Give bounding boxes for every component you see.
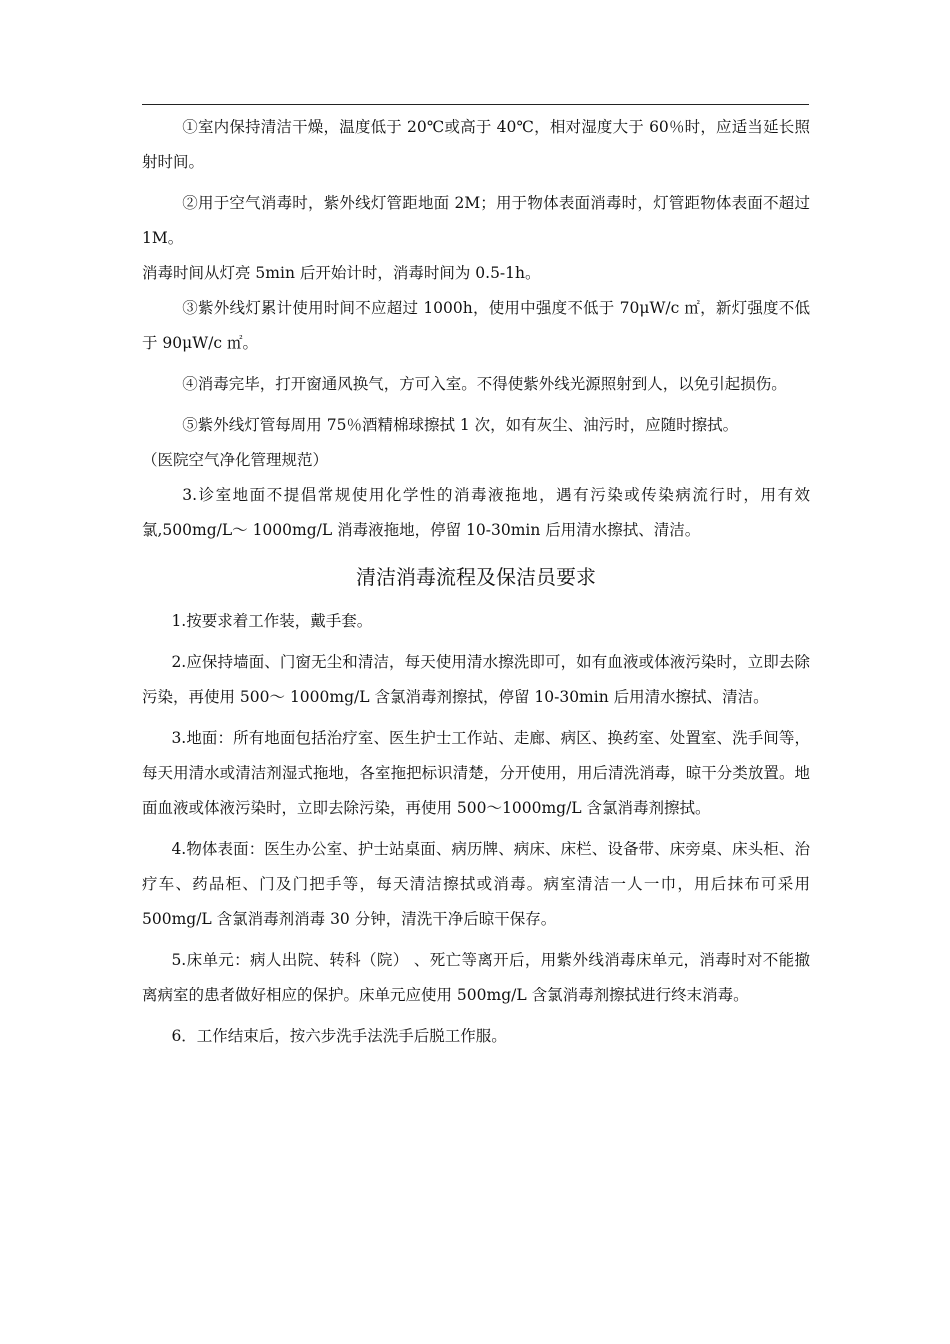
paragraph-lamp-life: ③紫外线灯累计使用时间不应超过 1000h，使用中强度不低于 70μW/c ㎡，新灯强度不低于 90μW/c ㎡。 — [142, 299, 810, 352]
paragraph-floor-disinfection: 3.诊室地面不提倡常规使用化学性的消毒液拖地，遇有污染或传染病流行时，用有效氯,500mg/L～ 1000mg/L 消毒液拖地，停留 10-30min 后用清水擦拭、清洁。 — [142, 486, 810, 539]
list-item: 5.床单元：病人出院、转科（院） 、死亡等离开后，用紫外线消毒床单元，消毒时对不能撤离病室的患者做好相应的保护。床单元应使用 500mg/L 含氯消毒剂擦拭进行终末消毒。 — [142, 951, 810, 1004]
paragraph-ventilation: ④消毒完毕，打开窗通风换气，方可入室。不得使紫外线光源照射到人，以免引起损伤。 — [182, 375, 787, 393]
list-item: 1.按要求着工作装，戴手套。 — [171, 612, 373, 630]
paragraph-distance: ②用于空气消毒时，紫外线灯管距地面 2M；用于物体表面消毒时，灯管距物体表面不超过 1M。 — [142, 194, 810, 247]
paragraph-temperature: ①室内保持清洁干燥，温度低于 20℃或高于 40℃，相对湿度大于 60％时，应适当延长照射时间。 — [142, 118, 810, 171]
list-item: 4.物体表面：医生办公室、护士站桌面、病历牌、病床、床栏、设备带、床旁桌、床头柜、治疗车、药品柜、门及门把手等，每天清洁擦拭或消毒。病室清洁一人一巾，用后抹布可采用 500mg/L 含氯消毒剂消毒 30 分钟，清洗干净后晾干保存。 — [142, 840, 810, 928]
list-item: 6．工作结束后，按六步洗手法洗手后脱工作服。 — [171, 1027, 507, 1045]
list-item: 2.应保持墙面、门窗无尘和清洁，每天使用清水擦洗即可，如有血液或体液污染时，立即去除污染，再使用 500～ 1000mg/L 含氯消毒剂擦拭，停留 10-30min 后用清水擦拭、清洁。 — [142, 653, 810, 706]
list-item: 3.地面：所有地面包括治疗室、医生护士工作站、走廊、病区、换药室、处置室、洗手间等，每天用清水或清洁剂湿式拖地，各室拖把标识清楚，分开使用，用后清洗消毒，晾干分类放置。地面血液或体液污染时，立即去除污染，再使用 500～1000mg/L 含氯消毒剂擦拭。 — [142, 729, 810, 817]
section-heading: 清洁消毒流程及保洁员要求 — [356, 565, 596, 589]
header-rule — [142, 104, 809, 105]
paragraph-reference: （医院空气净化管理规范） — [142, 451, 329, 469]
paragraph-cleaning-lamp: ⑤紫外线灯管每周用 75％酒精棉球擦拭 1 次，如有灰尘、油污时，应随时擦拭。 — [182, 416, 739, 434]
document-body — [142, 110, 810, 1054]
paragraph-time: 消毒时间从灯亮 5min 后开始计时，消毒时间为 0.5-1h。 — [142, 264, 541, 282]
